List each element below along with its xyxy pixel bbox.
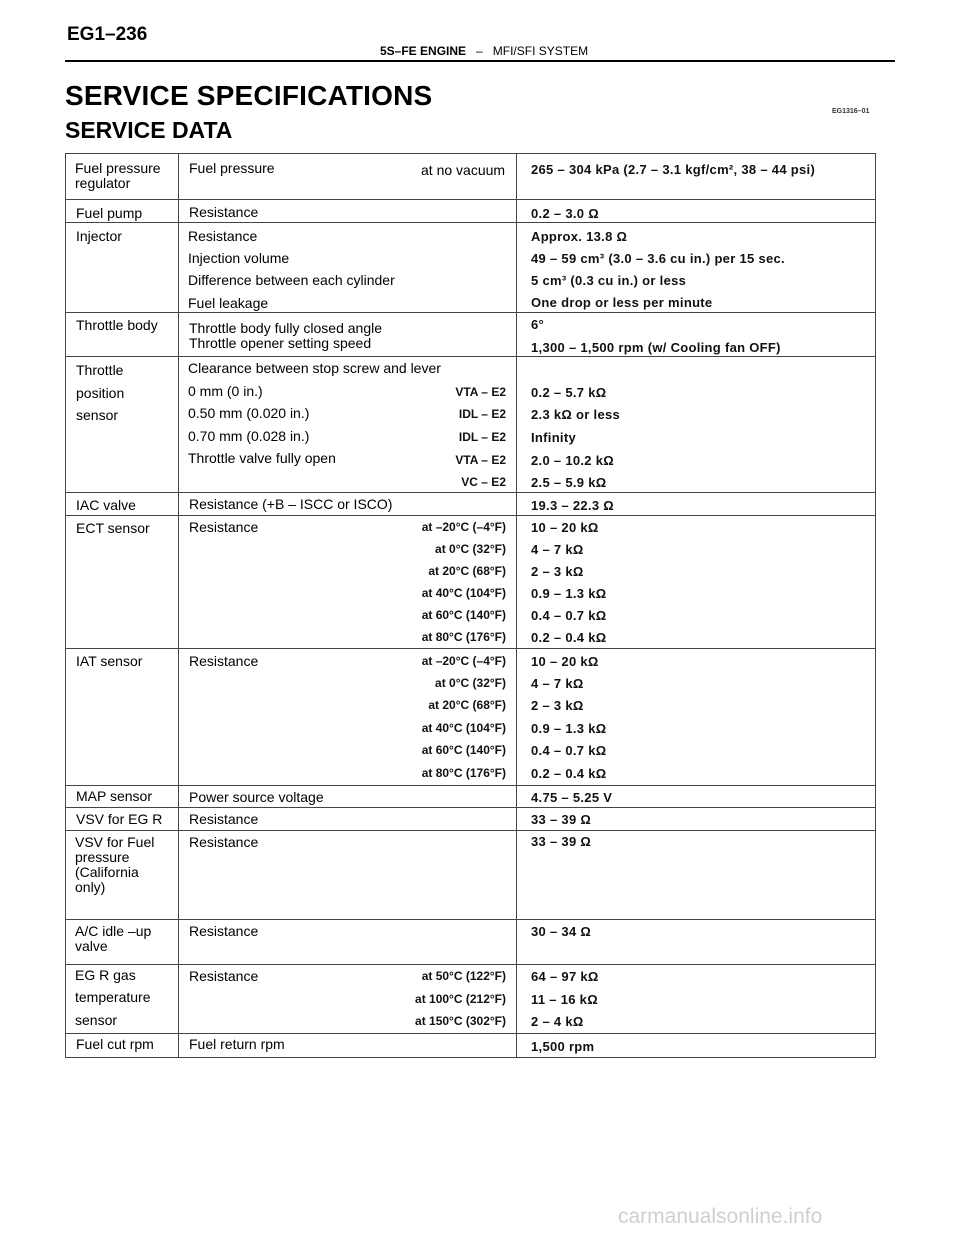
value-ac-idle-resistance: 30 – 34 Ω bbox=[531, 924, 592, 939]
component-ac-idle-up-valve: valve bbox=[75, 938, 108, 954]
value-fuel-pressure: 265 – 304 kPa (2.7 – 3.1 kgf/cm², 38 – 44 psi) bbox=[531, 162, 816, 177]
ect-condition: at 60°C (140°F) bbox=[421, 608, 506, 622]
component-throttle-position-sensor: Throttle bbox=[76, 362, 124, 378]
item-iac-resistance: Resistance (+B – ISCC or ISCO) bbox=[189, 496, 393, 512]
condition-no-vacuum: at no vacuum bbox=[421, 162, 506, 178]
value-map-voltage: 4.75 – 5.25 V bbox=[531, 790, 613, 805]
iat-condition: at 20°C (68°F) bbox=[428, 698, 506, 712]
component-vsv-fuel-pressure: only) bbox=[75, 879, 106, 895]
column-divider-1 bbox=[178, 153, 179, 1058]
tps-value: 2.5 – 5.9 kΩ bbox=[531, 475, 607, 490]
iat-condition: at 80°C (176°F) bbox=[421, 766, 506, 780]
value-fuel-return-rpm: 1,500 rpm bbox=[531, 1039, 595, 1054]
row-divider bbox=[65, 807, 876, 808]
component-ac-idle-up-valve: A/C idle –up bbox=[75, 923, 152, 939]
item-fuel-return-rpm: Fuel return rpm bbox=[189, 1036, 285, 1052]
component-vsv-fuel-pressure: VSV for Fuel bbox=[75, 834, 155, 850]
ect-condition: at –20°C (–4°F) bbox=[421, 520, 506, 534]
injector-item: Injection volume bbox=[188, 250, 290, 266]
ect-value: 2 – 3 kΩ bbox=[531, 564, 584, 579]
component-vsv-egr: VSV for EG R bbox=[76, 811, 163, 827]
iat-value: 0.2 – 0.4 kΩ bbox=[531, 766, 607, 781]
component-throttle-position-sensor: sensor bbox=[76, 407, 119, 423]
component-injector: Injector bbox=[76, 228, 122, 244]
value-iac-resistance: 19.3 – 22.3 Ω bbox=[531, 498, 614, 513]
injector-value: One drop or less per minute bbox=[531, 295, 713, 310]
item-iat-resistance: Resistance bbox=[189, 653, 259, 669]
column-divider-2 bbox=[516, 153, 517, 1058]
row-divider bbox=[65, 515, 876, 516]
egr-condition: at 150°C (302°F) bbox=[415, 1014, 506, 1028]
row-divider bbox=[65, 830, 876, 831]
section-title: SERVICE DATA bbox=[65, 117, 233, 143]
tps-terminal: IDL – E2 bbox=[458, 407, 506, 421]
header-separator: – bbox=[476, 44, 483, 58]
section-header bbox=[380, 44, 588, 58]
tps-heading: Clearance between stop screw and lever bbox=[188, 360, 441, 376]
item-ect-resistance: Resistance bbox=[189, 519, 259, 535]
ect-value: 4 – 7 kΩ bbox=[531, 542, 584, 557]
row-divider bbox=[65, 1033, 876, 1034]
item-vsv-egr-resistance: Resistance bbox=[189, 811, 259, 827]
site-watermark: carmanualsonline.info bbox=[618, 1205, 823, 1228]
component-fuel-pressure-regulator: Fuel pressure regulator bbox=[75, 160, 161, 191]
component-fuel-pump: Fuel pump bbox=[76, 205, 143, 221]
ect-value: 0.9 – 1.3 kΩ bbox=[531, 586, 607, 601]
item-ac-idle-resistance: Resistance bbox=[189, 923, 259, 939]
value-vsv-egr-resistance: 33 – 39 Ω bbox=[531, 812, 592, 827]
component-egr-gas-temp-sensor: EG R gas bbox=[75, 967, 136, 983]
egr-value: 2 – 4 kΩ bbox=[531, 1014, 584, 1029]
table-border-bottom bbox=[65, 1057, 876, 1058]
ect-value: 0.4 – 0.7 kΩ bbox=[531, 608, 607, 623]
iat-condition: at 0°C (32°F) bbox=[435, 676, 506, 690]
component-egr-gas-temp-sensor: sensor bbox=[75, 1012, 118, 1028]
component-iac-valve: IAC valve bbox=[76, 497, 136, 513]
row-divider bbox=[65, 919, 876, 920]
throttle-body-item: Throttle body fully closed angle bbox=[189, 320, 382, 336]
table-border-left bbox=[65, 153, 66, 1058]
component-egr-gas-temp-sensor: temperature bbox=[75, 989, 151, 1005]
row-divider bbox=[65, 964, 876, 965]
component-iat-sensor: IAT sensor bbox=[76, 653, 143, 669]
tps-value: Infinity bbox=[531, 430, 577, 445]
egr-value: 64 – 97 kΩ bbox=[531, 969, 599, 984]
row-divider bbox=[65, 222, 876, 223]
figure-code-stamp: EG1316–01 bbox=[832, 108, 870, 115]
ect-value: 0.2 – 0.4 kΩ bbox=[531, 630, 607, 645]
component-ect-sensor: ECT sensor bbox=[76, 520, 150, 536]
ect-condition: at 80°C (176°F) bbox=[421, 630, 506, 644]
throttle-body-value: 6° bbox=[531, 317, 545, 332]
iat-condition: at 40°C (104°F) bbox=[421, 721, 506, 735]
tps-item: 0 mm (0 in.) bbox=[188, 383, 263, 399]
tps-terminal: VTA – E2 bbox=[455, 385, 506, 399]
iat-condition: at 60°C (140°F) bbox=[421, 743, 506, 757]
tps-terminal: IDL – E2 bbox=[458, 430, 506, 444]
egr-condition: at 100°C (212°F) bbox=[415, 992, 506, 1006]
row-divider bbox=[65, 312, 876, 313]
ect-condition: at 0°C (32°F) bbox=[435, 542, 506, 556]
component-throttle-position-sensor: position bbox=[76, 385, 125, 401]
row-divider bbox=[65, 199, 876, 200]
tps-value: 0.2 – 5.7 kΩ bbox=[531, 385, 607, 400]
component-vsv-fuel-pressure: pressure bbox=[75, 849, 130, 865]
throttle-body-value: 1,300 – 1,500 rpm (w/ Cooling fan OFF) bbox=[531, 340, 781, 355]
ect-condition: at 40°C (104°F) bbox=[421, 586, 506, 600]
ect-value: 10 – 20 kΩ bbox=[531, 520, 599, 535]
tps-item: 0.50 mm (0.020 in.) bbox=[188, 405, 310, 421]
engine-label: 5S–FE ENGINE bbox=[380, 44, 467, 58]
tps-terminal: VTA – E2 bbox=[455, 453, 506, 467]
injector-item: Difference between each cylinder bbox=[188, 272, 395, 288]
iat-value: 0.4 – 0.7 kΩ bbox=[531, 743, 607, 758]
table-border-top bbox=[65, 153, 876, 154]
iat-condition: at –20°C (–4°F) bbox=[421, 654, 506, 668]
page-number: EG1–236 bbox=[67, 24, 148, 45]
table-border-right bbox=[875, 153, 876, 1058]
iat-value: 2 – 3 kΩ bbox=[531, 698, 584, 713]
row-divider bbox=[65, 648, 876, 649]
egr-value: 11 – 16 kΩ bbox=[531, 992, 598, 1007]
tps-terminal: VC – E2 bbox=[461, 475, 506, 489]
item-fuel-pump-resistance: Resistance bbox=[189, 204, 259, 220]
tps-item: 0.70 mm (0.028 in.) bbox=[188, 428, 310, 444]
system-label: MFI/SFI SYSTEM bbox=[492, 44, 589, 58]
throttle-body-item: Throttle opener setting speed bbox=[189, 335, 372, 351]
injector-item: Fuel leakage bbox=[188, 295, 269, 311]
iat-value: 10 – 20 kΩ bbox=[531, 654, 599, 669]
ect-condition: at 20°C (68°F) bbox=[428, 564, 506, 578]
service-data-table bbox=[65, 153, 876, 1058]
item-map-voltage: Power source voltage bbox=[189, 789, 324, 805]
row-divider bbox=[65, 492, 876, 493]
tps-value: 2.0 – 10.2 kΩ bbox=[531, 453, 614, 468]
page-title: SERVICE SPECIFICATIONS bbox=[65, 80, 433, 111]
header-rule bbox=[65, 60, 895, 62]
component-map-sensor: MAP sensor bbox=[76, 788, 152, 804]
value-vsv-fuel-resistance: 33 – 39 Ω bbox=[531, 834, 592, 849]
item-vsv-fuel-resistance: Resistance bbox=[189, 834, 259, 850]
item-fuel-pressure: Fuel pressure bbox=[189, 160, 275, 176]
injector-item: Resistance bbox=[188, 228, 258, 244]
injector-value: Approx. 13.8 Ω bbox=[531, 229, 628, 244]
row-divider bbox=[65, 356, 876, 357]
iat-value: 4 – 7 kΩ bbox=[531, 676, 584, 691]
tps-item: Throttle valve fully open bbox=[188, 450, 336, 466]
iat-value: 0.9 – 1.3 kΩ bbox=[531, 721, 607, 736]
injector-value: 49 – 59 cm³ (3.0 – 3.6 cu in.) per 15 sec. bbox=[531, 251, 785, 266]
tps-value: 2.3 kΩ or less bbox=[531, 407, 621, 422]
item-egr-resistance: Resistance bbox=[189, 968, 259, 984]
egr-condition: at 50°C (122°F) bbox=[421, 969, 506, 983]
component-throttle-body: Throttle body bbox=[76, 317, 158, 333]
value-fuel-pump-resistance: 0.2 – 3.0 Ω bbox=[531, 206, 599, 221]
injector-value: 5 cm³ (0.3 cu in.) or less bbox=[531, 273, 687, 288]
row-divider bbox=[65, 785, 876, 786]
component-fuel-cut-rpm: Fuel cut rpm bbox=[76, 1036, 154, 1052]
component-vsv-fuel-pressure: (California bbox=[75, 864, 139, 880]
